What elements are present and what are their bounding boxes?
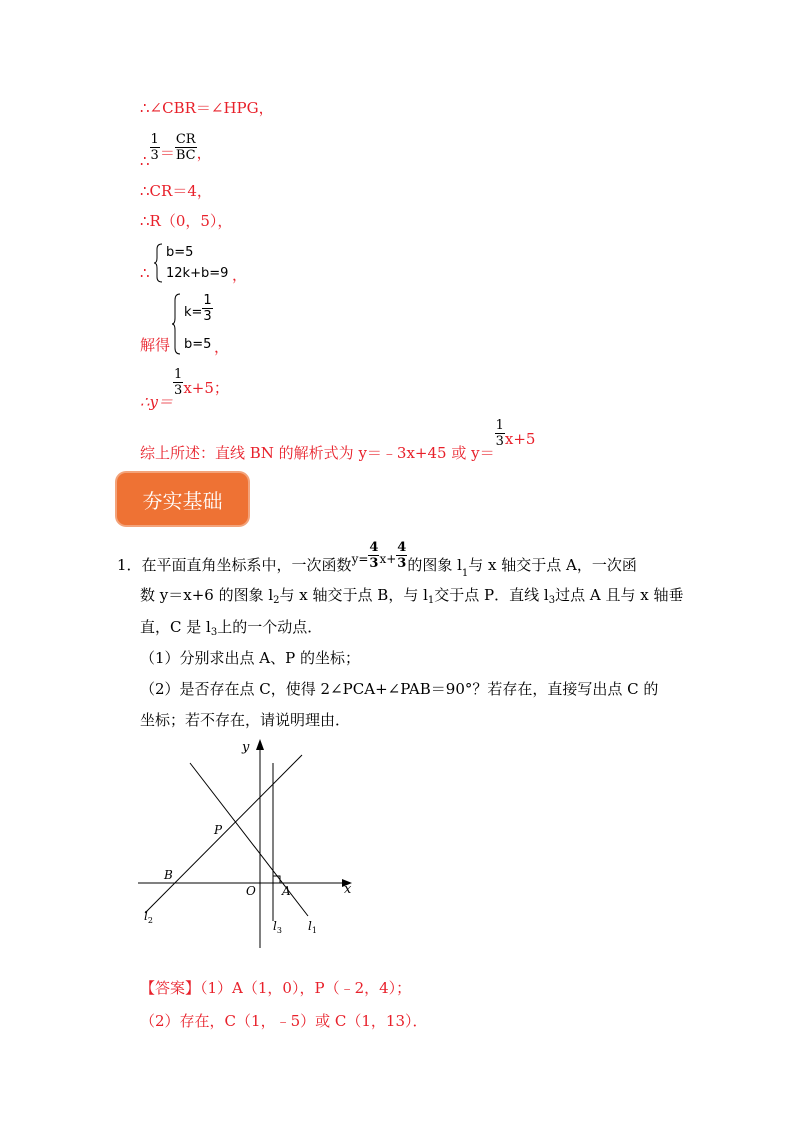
system-2-eq-2: b=5: [184, 337, 212, 352]
line-l2: [145, 755, 302, 913]
fraction-cr-bc: $\frac{CR}{BC}$: [175, 132, 196, 163]
fraction-one-third: $\frac{1}{3}$: [150, 132, 159, 163]
y-axis-arrow-icon: [256, 739, 264, 750]
solution-conclusion: 综上所述：直线 BN 的解析式为 y＝﹣3x+45 或 y＝ $\frac{1}{3}$ x+5: [140, 418, 536, 462]
label-P: P: [214, 823, 223, 837]
label-l2: $l_2$: [144, 909, 153, 925]
question-1: （1）分别求出点 A、P 的坐标；: [140, 649, 361, 667]
label-l3: $l_3$: [273, 919, 282, 935]
solution-line-7: ∴y＝ $\frac{1}{3}$ x+5；: [140, 367, 229, 411]
coordinate-figure: [130, 733, 370, 948]
solution-line-6-label: 解得: [140, 336, 171, 354]
label-y: y: [242, 740, 250, 755]
solution-line-4: ∴R（0，5），: [140, 212, 233, 230]
label-x: x: [344, 882, 352, 897]
problem-line-2: 数 y＝x+6 的图象 $l_2$与 x 轴交于点 B，与 $l_1$交于点 P．直线 $l_3$过点 A 且与 x 轴垂: [140, 586, 684, 606]
system-2-eq-1: k= $\frac{1}{3}$: [184, 293, 212, 324]
problem-line-3: 直，C 是 $l_3$上的一个动点．: [140, 618, 323, 638]
solution-line-1: ∴∠CBR＝∠HPG，: [140, 99, 274, 117]
problem-line-1: 1．在平面直角坐标系中，一次函数$_{y=}$ $\frac{4}{3}$ $_{x+}$ $\frac{4}{3}$ 的图象 $l_1$与 x 轴交于点 A，一次函: [117, 540, 637, 579]
system-1-eq-2: 12k+b=9: [166, 266, 229, 281]
system-1-tail: ，: [232, 266, 248, 284]
solution-line-2: ∴ $\frac{1}{3}$ ＝ $\frac{CR}{BC}$ ，: [140, 132, 212, 170]
system-1-eq-1: b=5: [166, 245, 194, 260]
brace-icon: [154, 243, 164, 283]
fraction-one-third: $\frac{1}{3}$: [203, 293, 212, 324]
label-l1: $l_1$: [308, 919, 317, 935]
answer-line-1: 【答案】（1）A（1，0），P（﹣2，4）；: [140, 979, 412, 997]
answer-line-2: （2）存在，C（1，﹣5）或 C（1，13）．: [140, 1012, 428, 1030]
section-header-badge: 夯实基础: [117, 473, 248, 525]
label-B: B: [164, 868, 173, 882]
right-angle-icon: [273, 876, 280, 883]
fraction-one-third: $\frac{1}{3}$: [174, 367, 183, 398]
label-O: O: [246, 884, 256, 898]
label-A: A: [282, 884, 291, 898]
question-2-cont: 坐标；若不存在，请说明理由．: [140, 711, 351, 729]
system-2-tail: ，: [214, 338, 230, 356]
brace-icon: [172, 293, 182, 355]
solution-line-3: ∴CR＝4，: [140, 182, 212, 200]
question-2: （2）是否存在点 C，使得 2∠PCA+∠PAB＝90°？若存在，直接写出点 C 的: [140, 680, 659, 698]
solution-line-5-therefore: ∴: [140, 264, 150, 282]
fraction-four-thirds: $\frac{4}{3}$: [369, 540, 379, 571]
fraction-one-third: $\frac{1}{3}$: [495, 418, 504, 449]
fraction-four-thirds: $\frac{4}{3}$: [397, 540, 407, 571]
